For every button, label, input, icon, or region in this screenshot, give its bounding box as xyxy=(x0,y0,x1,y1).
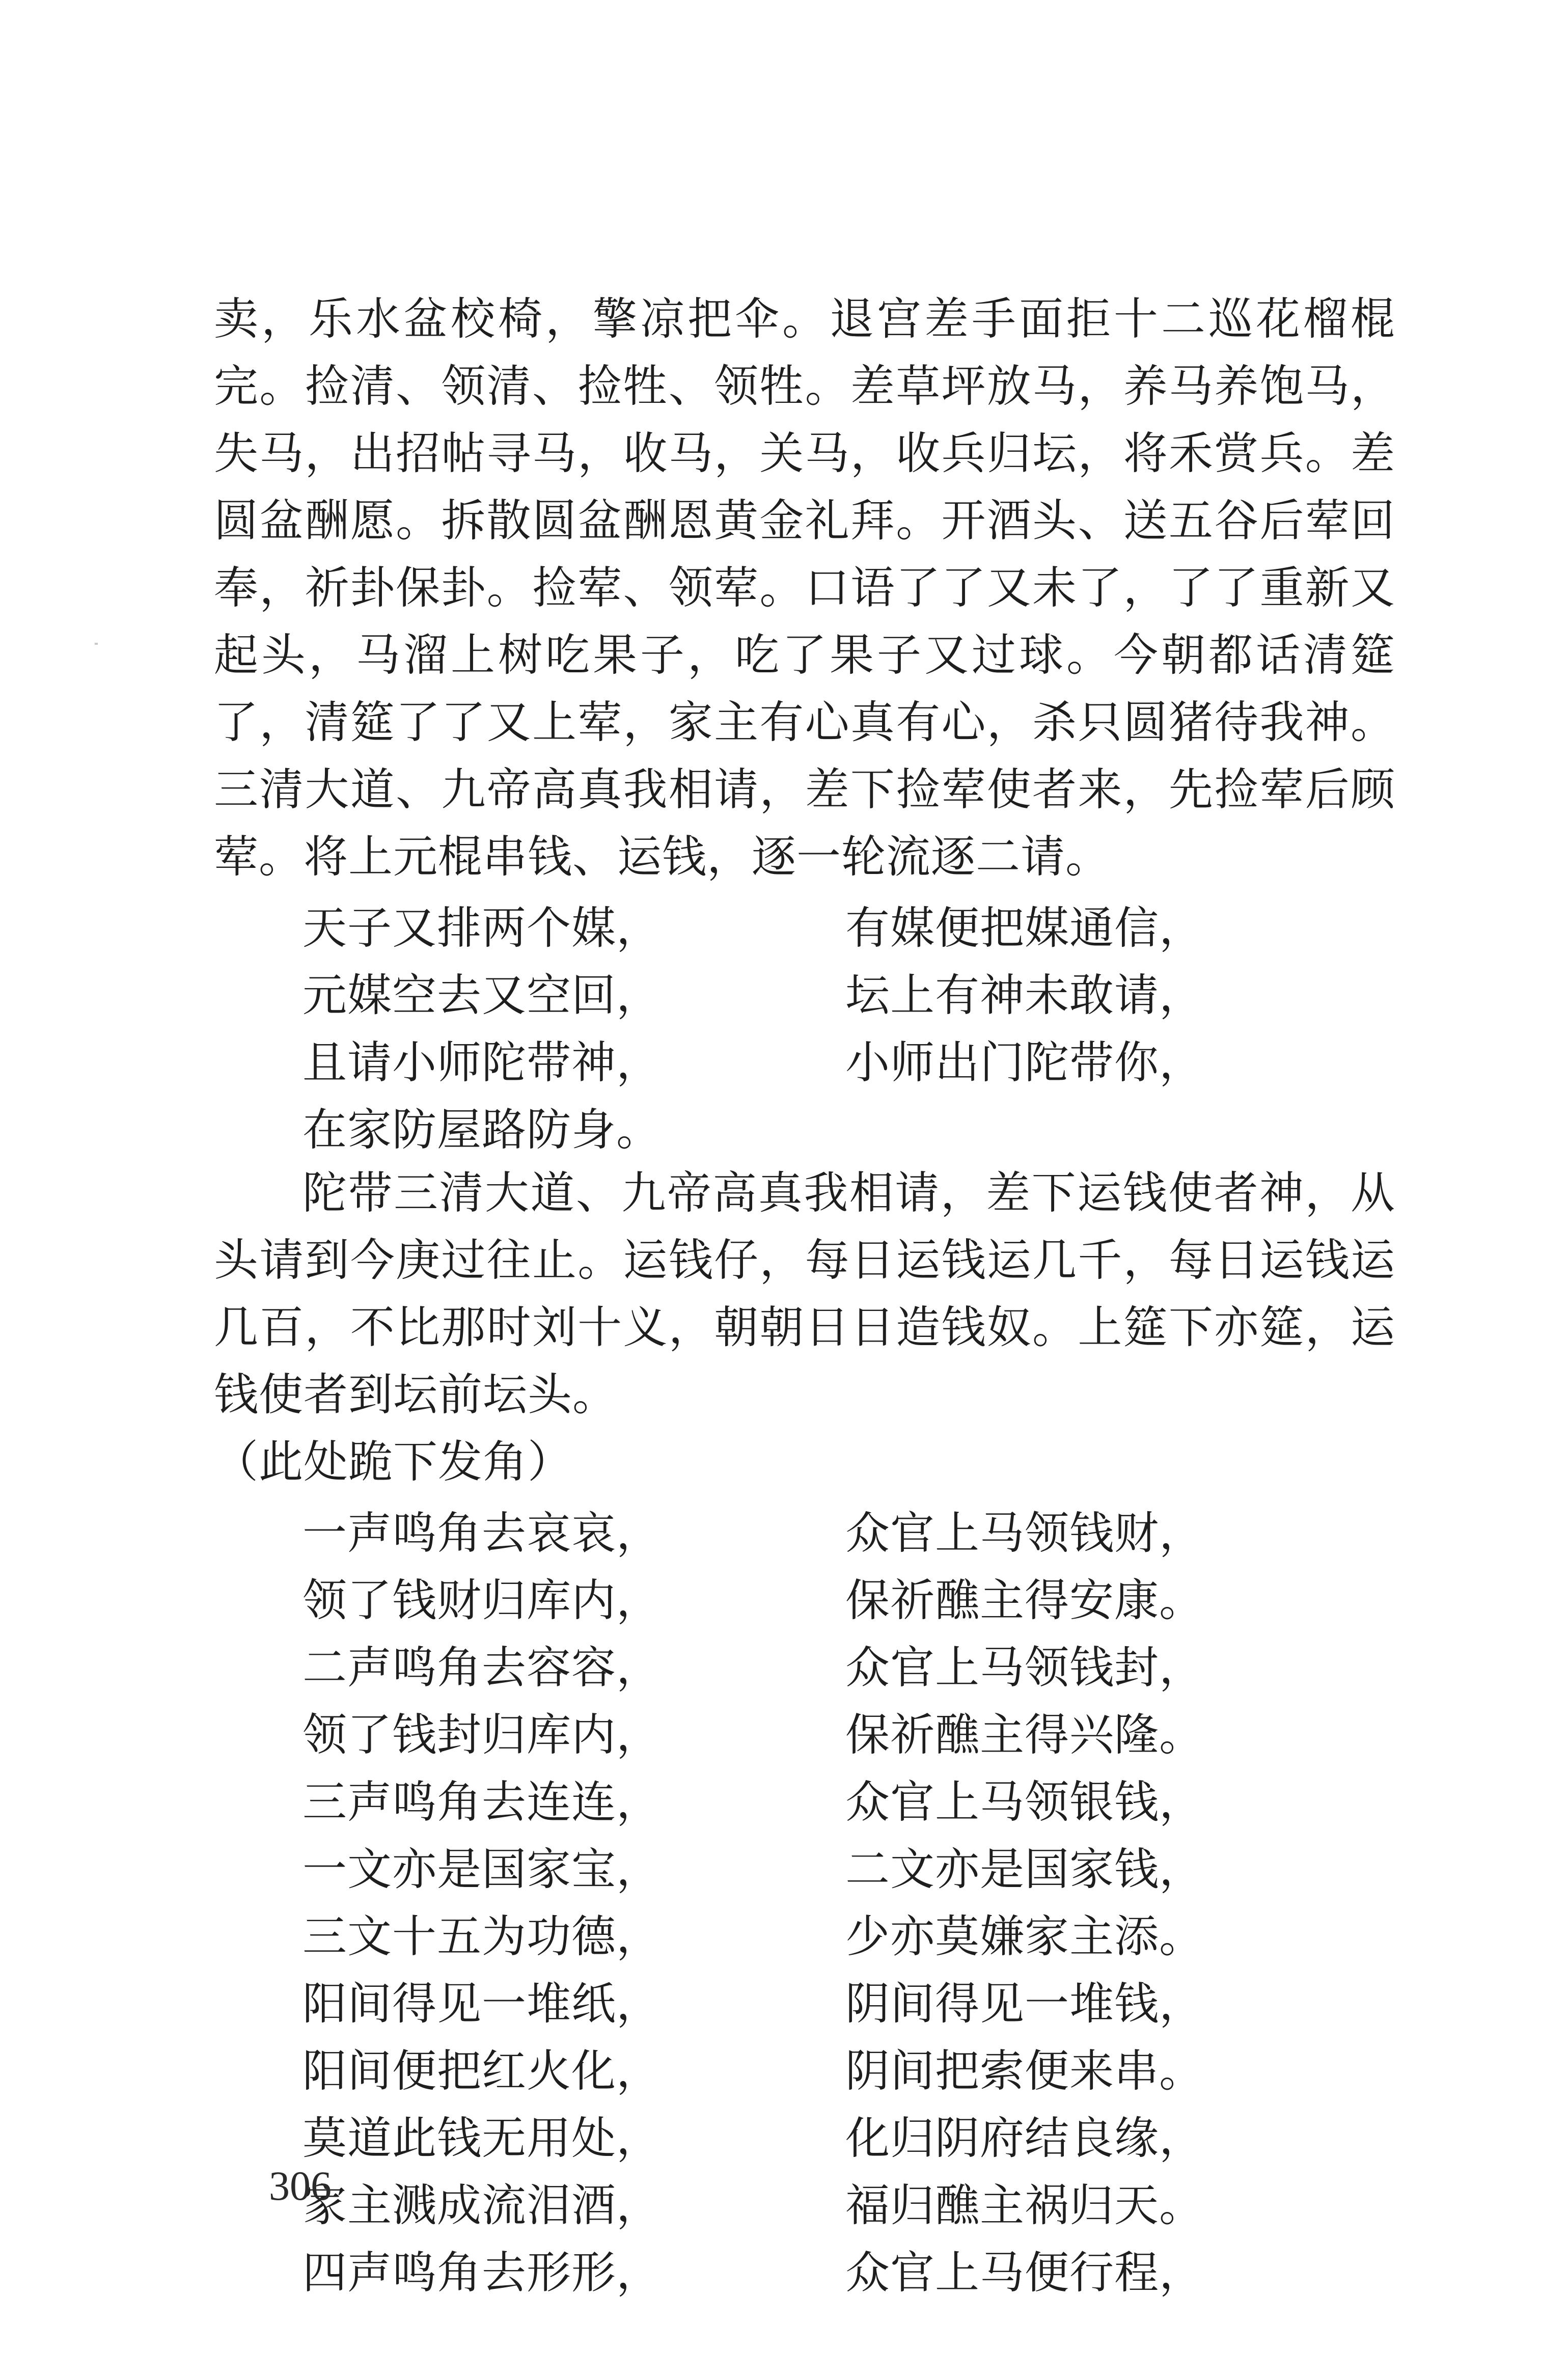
verse-block-1 xyxy=(214,890,1395,1159)
verse-left-half: 阳间便把红火化， xyxy=(302,2044,661,2097)
verse-left-half: 领了钱财归库内， xyxy=(302,1574,661,1626)
verse-line xyxy=(214,1495,1395,1563)
verse-right-half: 众官上马领钱财， xyxy=(845,1507,1204,1559)
verse-line xyxy=(214,1697,1395,1764)
verse-right-half: 保祈醮主得兴隆。 xyxy=(845,1708,1204,1761)
verse-line xyxy=(214,1764,1395,1832)
verse-line xyxy=(214,2168,1395,2235)
verse-line xyxy=(214,1832,1395,1899)
verse-line xyxy=(214,958,1395,1025)
verse-right-half: 福归醮主祸归天。 xyxy=(845,2179,1204,2231)
verse-line xyxy=(214,1025,1395,1092)
verse-line xyxy=(214,890,1395,958)
verse-left-half: 四声鸣角去形形， xyxy=(302,2246,661,2299)
verse-right-half: 众官上马领钱封， xyxy=(845,1641,1204,1693)
verse-right-half: 阴间得见一堆钱， xyxy=(845,1977,1204,2030)
verse-line xyxy=(214,2100,1395,2168)
verse-line xyxy=(214,2033,1395,2100)
verse-left-half: 三声鸣角去连连， xyxy=(302,1775,661,1828)
verse-line xyxy=(214,1899,1395,1966)
verse-left-half: 三文十五为功德， xyxy=(302,1910,661,1962)
verse-right-half: 坛上有神未敢请， xyxy=(845,969,1204,1021)
verse-right-half: 阴间把索便来串。 xyxy=(845,2044,1204,2097)
verse-left-half: 莫道此钱无用处， xyxy=(302,2112,661,2164)
verse-left-half: 在家防屋路防身。 xyxy=(302,1103,661,1156)
body-text xyxy=(214,285,1395,2302)
verse-right-half: 有媒便把媒通信， xyxy=(845,901,1204,954)
verse-right-half: 保祈醮主得安康。 xyxy=(845,1574,1204,1626)
verse-left-half: 家主溅成流泪酒， xyxy=(302,2179,661,2231)
verse-block-2 xyxy=(214,1495,1395,2302)
verse-left-half: 天子又排两个媒， xyxy=(302,901,661,954)
verse-line xyxy=(214,2235,1395,2302)
verse-line xyxy=(214,1563,1395,1630)
paragraph-1: 卖，乐水盆校椅，擎凉把伞。退宫差手面拒十二巡花榴棍完。捡清、领清、捡牲、领牲。差草坪放马，养马养饱马，失马，出招帖寻马，收马，关马，收兵归坛，将禾赏兵。差圆盆酬愿。拆散圆盆酬恩黄金礼拜。开酒头、送五谷后荤回奉，祈卦保卦。捡荤、领荤。口语了了又未了，了了重新又起头，马溜上树吃果子，吃了果子又过球。今朝都话清筵了，清筵了了又上荤，家主有心真有心，杀只圆猪待我神。三清大道、九帝高真我相请，差下捡荤使者来，先捡荤后顾荤。将上元棍串钱、运钱，逐一轮流逐二请。 xyxy=(214,293,1395,883)
verse-line xyxy=(214,1092,1395,1159)
verse-right-half: 化归阴府结良缘， xyxy=(845,2112,1204,2164)
verse-right-half: 小师出门陀带你， xyxy=(845,1036,1204,1088)
verse-left-half: 且请小师陀带神， xyxy=(302,1036,661,1088)
verse-left-half: 二声鸣角去容容， xyxy=(302,1641,661,1693)
page-number: 306 xyxy=(269,2163,332,2209)
verse-left-half: 一文亦是国家宝， xyxy=(302,1843,661,1895)
paragraph-2-note: （此处跪下发角） xyxy=(214,1436,572,1488)
verse-right-half: 少亦莫嫌家主添。 xyxy=(845,1910,1204,1962)
verse-left-half: 元媒空去又空回， xyxy=(302,969,661,1021)
verse-right-half: 二文亦是国家钱， xyxy=(845,1843,1204,1895)
paragraph-2: 陀带三清大道、九帝高真我相请，差下运钱使者神，从头请到今庚过往止。运钱仔，每日运钱运几千，每日运钱运几百，不比那时刘十义，朝朝日日造钱奴。上筵下亦筵，运钱使者到坛前坛头。 xyxy=(214,1167,1395,1420)
verse-left-half: 阳间得见一堆纸， xyxy=(302,1977,661,2030)
verse-left-half: 一声鸣角去哀哀， xyxy=(302,1507,661,1559)
verse-right-half: 众官上马便行程， xyxy=(845,2246,1204,2299)
verse-line xyxy=(214,1630,1395,1697)
verse-line xyxy=(214,1966,1395,2033)
verse-left-half: 领了钱封归库内， xyxy=(302,1708,661,1761)
margin-mark xyxy=(95,643,98,645)
verse-right-half: 众官上马领银钱， xyxy=(845,1775,1204,1828)
